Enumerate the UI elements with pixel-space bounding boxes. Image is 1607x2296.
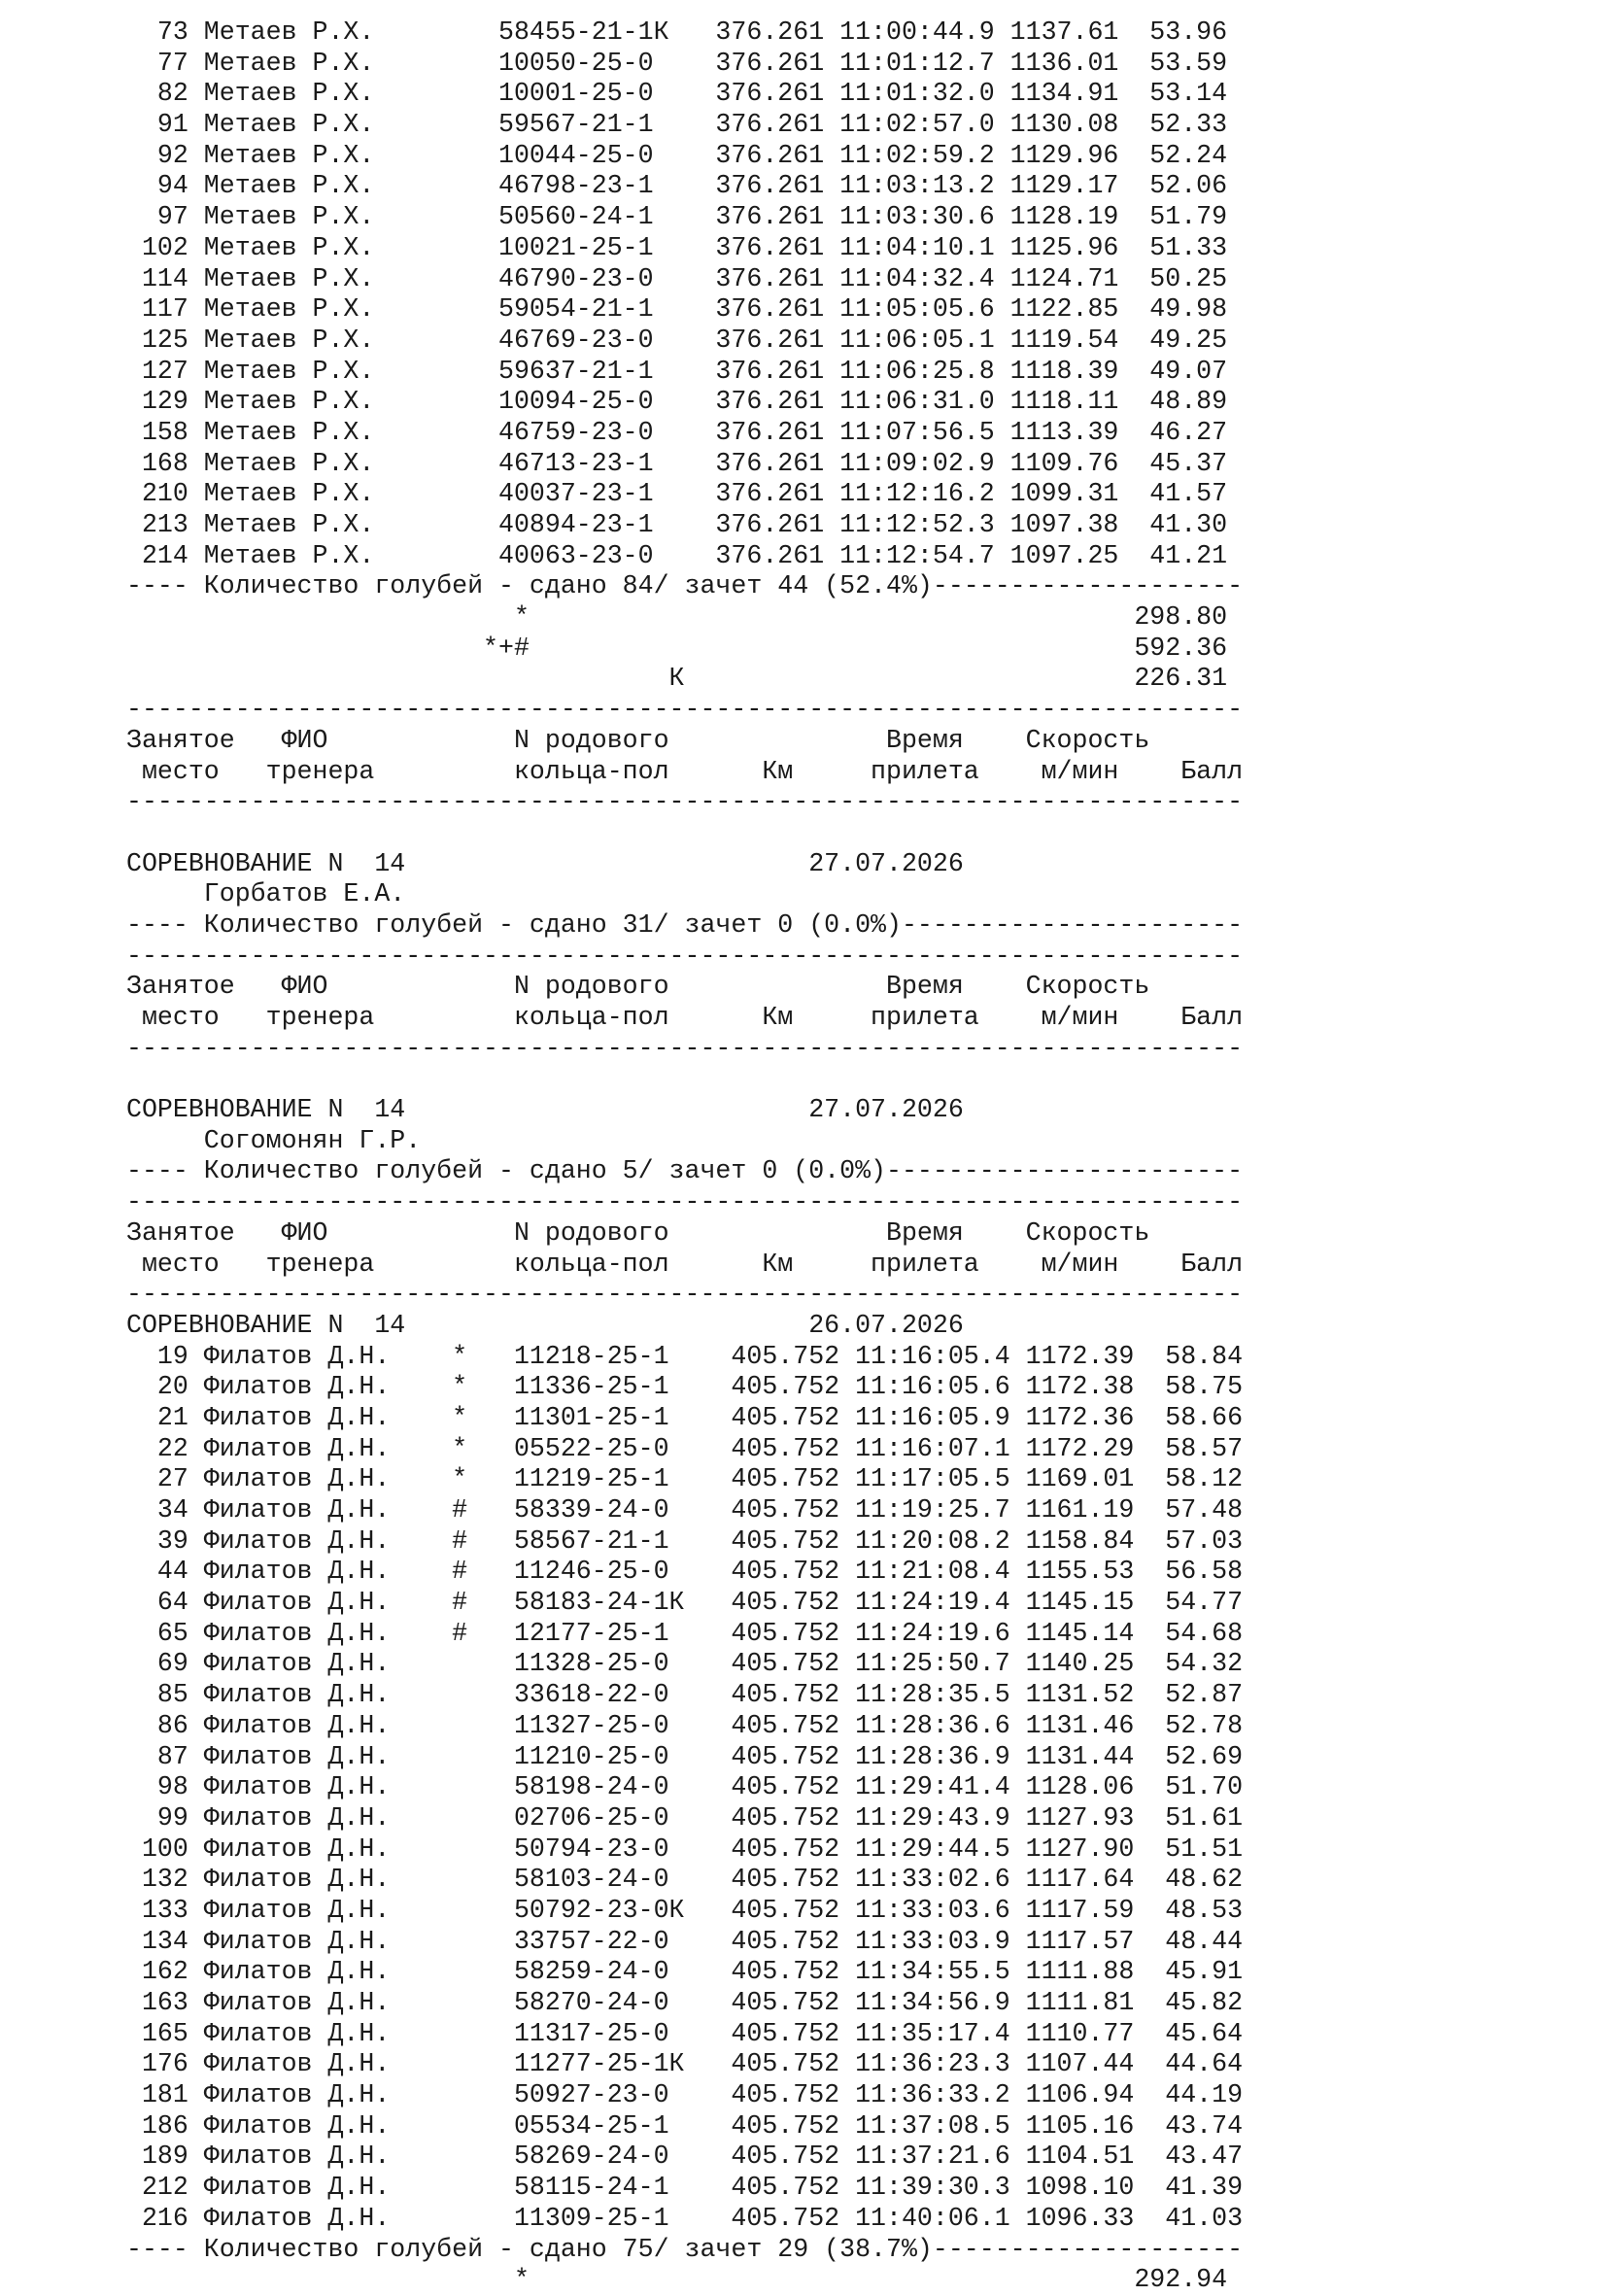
report-line: ---- Количество голубей - сдано 84/ зачет 44 (52.4%)-------------------- bbox=[126, 571, 1244, 601]
report-line: 132 Филатов Д.Н. 58103-24-0 405.752 11:33:02.6 1117.64 48.62 bbox=[126, 1865, 1244, 1895]
report-line: ------------------------------------------------------------------------ bbox=[126, 787, 1244, 817]
report-line: * 292.94 bbox=[126, 2265, 1228, 2295]
report-line: 20 Филатов Д.Н. * 11336-25-1 405.752 11:16:05.6 1172.38 58.75 bbox=[126, 1372, 1244, 1402]
report-line: 77 Метаев Р.Х. 10050-25-0 376.261 11:01:12.7 1136.01 53.59 bbox=[126, 48, 1228, 78]
report-line: 162 Филатов Д.Н. 58259-24-0 405.752 11:34:55.5 1111.88 45.91 bbox=[126, 1957, 1244, 1987]
report-line: ------------------------------------------------------------------------ bbox=[126, 1033, 1244, 1063]
report-line: 22 Филатов Д.Н. * 05522-25-0 405.752 11:16:07.1 1172.29 58.57 bbox=[126, 1433, 1244, 1463]
report-line: 181 Филатов Д.Н. 50927-23-0 405.752 11:36:33.2 1106.94 44.19 bbox=[126, 2080, 1244, 2110]
report-line: 158 Метаев Р.Х. 46759-23-0 376.261 11:07:56.5 1113.39 46.27 bbox=[126, 417, 1228, 447]
report-line: 92 Метаев Р.Х. 10044-25-0 376.261 11:02:59.2 1129.96 52.24 bbox=[126, 140, 1228, 170]
report-line: 186 Филатов Д.Н. 05534-25-1 405.752 11:37:08.5 1105.16 43.74 bbox=[126, 2110, 1244, 2141]
report-line: * 298.80 bbox=[126, 602, 1228, 633]
report-line: 98 Филатов Д.Н. 58198-24-0 405.752 11:29:41.4 1128.06 51.70 bbox=[126, 1772, 1244, 1802]
report-line: 19 Филатов Д.Н. * 11218-25-1 405.752 11:16:05.4 1172.39 58.84 bbox=[126, 1341, 1244, 1371]
report-line: ------------------------------------------------------------------------ bbox=[126, 1187, 1244, 1217]
report-line: 94 Метаев Р.Х. 46798-23-1 376.261 11:03:13.2 1129.17 52.06 bbox=[126, 171, 1228, 201]
report-line: 127 Метаев Р.Х. 59637-21-1 376.261 11:06:25.8 1118.39 49.07 bbox=[126, 356, 1228, 386]
report-line: 27 Филатов Д.Н. * 11219-25-1 405.752 11:17:05.5 1169.01 58.12 bbox=[126, 1464, 1244, 1494]
report-line: *+# 592.36 bbox=[126, 633, 1228, 663]
report-line: 21 Филатов Д.Н. * 11301-25-1 405.752 11:16:05.9 1172.36 58.66 bbox=[126, 1402, 1244, 1432]
report-line: Согомонян Г.Р. bbox=[126, 1125, 422, 1155]
report-line: 129 Метаев Р.Х. 10094-25-0 376.261 11:06:31.0 1118.11 48.89 bbox=[126, 387, 1228, 417]
report-line: СОРЕВНОВАНИЕ N 14 27.07.2026 bbox=[126, 1095, 964, 1125]
report-line: 189 Филатов Д.Н. 58269-24-0 405.752 11:37:21.6 1104.51 43.47 bbox=[126, 2142, 1244, 2172]
report-line: К 226.31 bbox=[126, 664, 1228, 694]
report-line bbox=[126, 1064, 1243, 1095]
report-line: Занятое ФИО N родового Время Скорость bbox=[126, 725, 1150, 755]
report-line: 163 Филатов Д.Н. 58270-24-0 405.752 11:34:56.9 1111.81 45.82 bbox=[126, 1988, 1244, 2017]
report-line: 214 Метаев Р.Х. 40063-23-0 376.261 11:12:54.7 1097.25 41.21 bbox=[126, 540, 1228, 570]
report-line: Занятое ФИО N родового Время Скорость bbox=[126, 972, 1150, 1002]
report-line: СОРЕВНОВАНИЕ N 14 26.07.2026 bbox=[126, 1310, 964, 1340]
report-line: 216 Филатов Д.Н. 11309-25-1 405.752 11:40:06.1 1096.33 41.03 bbox=[126, 2203, 1244, 2233]
report-line: 176 Филатов Д.Н. 11277-25-1К 405.752 11:36:23.3 1107.44 44.64 bbox=[126, 2049, 1244, 2079]
report-line: 91 Метаев Р.Х. 59567-21-1 376.261 11:02:57.0 1130.08 52.33 bbox=[126, 110, 1228, 140]
report-line: 133 Филатов Д.Н. 50792-23-0К 405.752 11:33:03.6 1117.59 48.53 bbox=[126, 1895, 1244, 1925]
report-line: 168 Метаев Р.Х. 46713-23-1 376.261 11:09:02.9 1109.76 45.37 bbox=[126, 448, 1228, 478]
report-line bbox=[126, 818, 1243, 849]
report-line: 82 Метаев Р.Х. 10001-25-0 376.261 11:01:32.0 1134.91 53.14 bbox=[126, 79, 1228, 109]
report-line: 87 Филатов Д.Н. 11210-25-0 405.752 11:28:36.9 1131.44 52.69 bbox=[126, 1741, 1244, 1771]
report-line: 69 Филатов Д.Н. 11328-25-0 405.752 11:25:50.7 1140.25 54.32 bbox=[126, 1649, 1244, 1679]
report-line: 65 Филатов Д.Н. # 12177-25-1 405.752 11:24:19.6 1145.14 54.68 bbox=[126, 1618, 1244, 1648]
report-line: ------------------------------------------------------------------------ bbox=[126, 941, 1244, 971]
report-line: 100 Филатов Д.Н. 50794-23-0 405.752 11:29:44.5 1127.90 51.51 bbox=[126, 1833, 1244, 1864]
report-line: ---- Количество голубей - сдано 75/ зачет 29 (38.7%)-------------------- bbox=[126, 2234, 1244, 2264]
report-line: СОРЕВНОВАНИЕ N 14 27.07.2026 bbox=[126, 848, 964, 878]
report-line: 39 Филатов Д.Н. # 58567-21-1 405.752 11:20:08.2 1158.84 57.03 bbox=[126, 1525, 1244, 1556]
report-line: ---- Количество голубей - сдано 31/ зачет 0 (0.0%)---------------------- bbox=[126, 909, 1244, 940]
report-line: 212 Филатов Д.Н. 58115-24-1 405.752 11:39:30.3 1098.10 41.39 bbox=[126, 2173, 1244, 2203]
report-line: ------------------------------------------------------------------------ bbox=[126, 1280, 1244, 1310]
report-line: 99 Филатов Д.Н. 02706-25-0 405.752 11:29:43.9 1127.93 51.61 bbox=[126, 1802, 1244, 1833]
report-line: 165 Филатов Д.Н. 11317-25-0 405.752 11:35:17.4 1110.77 45.64 bbox=[126, 2018, 1244, 2048]
report-line: 117 Метаев Р.Х. 59054-21-1 376.261 11:05:05.6 1122.85 49.98 bbox=[126, 294, 1228, 325]
report-line: 73 Метаев Р.Х. 58455-21-1К 376.261 11:00:44.9 1137.61 53.96 bbox=[126, 17, 1228, 47]
report-line: ------------------------------------------------------------------------ bbox=[126, 695, 1244, 725]
report-line: 86 Филатов Д.Н. 11327-25-0 405.752 11:28:36.6 1131.46 52.78 bbox=[126, 1710, 1244, 1740]
report-line: 213 Метаев Р.Х. 40894-23-1 376.261 11:12:52.3 1097.38 41.30 bbox=[126, 510, 1228, 539]
report-line: 85 Филатов Д.Н. 33618-22-0 405.752 11:28:35.5 1131.52 52.87 bbox=[126, 1680, 1244, 1710]
report-line: 125 Метаев Р.Х. 46769-23-0 376.261 11:06:05.1 1119.54 49.25 bbox=[126, 325, 1228, 355]
report-line: 114 Метаев Р.Х. 46790-23-0 376.261 11:04:32.4 1124.71 50.25 bbox=[126, 263, 1228, 293]
report-line: 134 Филатов Д.Н. 33757-22-0 405.752 11:33:03.9 1117.57 48.44 bbox=[126, 1926, 1244, 1956]
report-line: Горбатов Е.А. bbox=[126, 879, 406, 909]
report-line: 102 Метаев Р.Х. 10021-25-1 376.261 11:04:10.1 1125.96 51.33 bbox=[126, 232, 1228, 262]
report-line: Занятое ФИО N родового Время Скорость bbox=[126, 1217, 1150, 1248]
report-line: 210 Метаев Р.Х. 40037-23-1 376.261 11:12:16.2 1099.31 41.57 bbox=[126, 479, 1228, 509]
report-line: 97 Метаев Р.Х. 50560-24-1 376.261 11:03:30.6 1128.19 51.79 bbox=[126, 202, 1228, 232]
report-line: место тренера кольца-пол Км прилета м/мин Балл bbox=[126, 1003, 1244, 1032]
report-line: ---- Количество голубей - сдано 5/ зачет 0 (0.0%)----------------------- bbox=[126, 1156, 1244, 1186]
report-line: 34 Филатов Д.Н. # 58339-24-0 405.752 11:19:25.7 1161.19 57.48 bbox=[126, 1495, 1244, 1525]
results-printout bbox=[126, 17, 1243, 2296]
report-line: место тренера кольца-пол Км прилета м/мин Балл bbox=[126, 756, 1244, 786]
report-line: место тренера кольца-пол Км прилета м/мин Балл bbox=[126, 1249, 1244, 1279]
report-line: 44 Филатов Д.Н. # 11246-25-0 405.752 11:21:08.4 1155.53 56.58 bbox=[126, 1557, 1244, 1587]
report-line: 64 Филатов Д.Н. # 58183-24-1К 405.752 11:24:19.4 1145.15 54.77 bbox=[126, 1588, 1244, 1618]
